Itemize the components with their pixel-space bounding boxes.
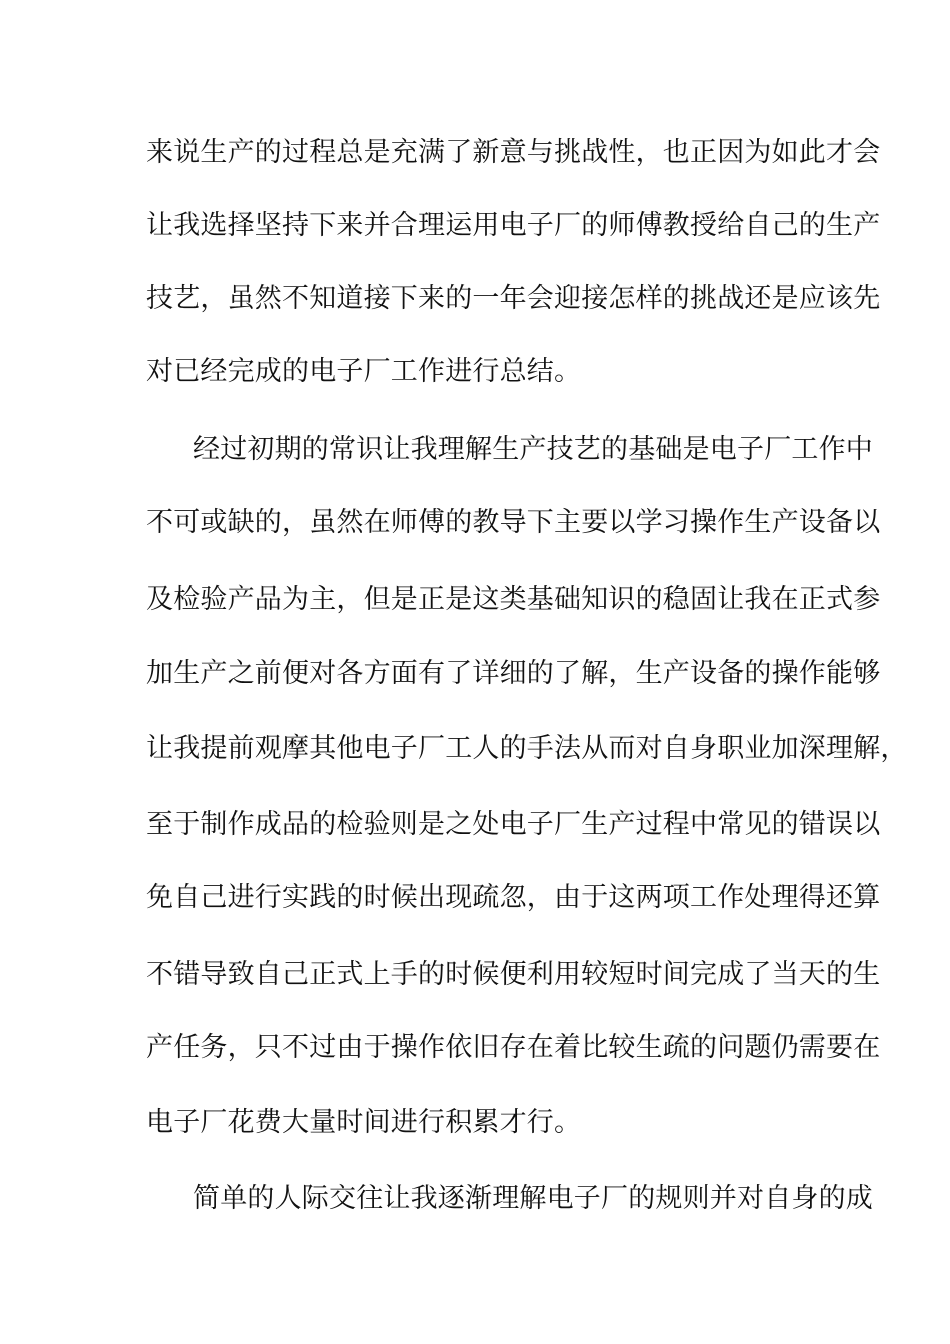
text-line: 及检验产品为主，但是正是这类基础知识的稳固让我在正式参	[146, 584, 881, 615]
paragraph-first-line: 经过初期的常识让我理解生产技艺的基础是电子厂工作中	[193, 434, 873, 465]
text-line: 不可或缺的，虽然在师傅的教导下主要以学习操作生产设备以	[146, 507, 881, 538]
text-line: 加生产之前便对各方面有了详细的了解，生产设备的操作能够	[146, 658, 881, 689]
text-line: 不错导致自己正式上手的时候便利用较短时间完成了当天的生	[146, 959, 881, 990]
text-line: 至于制作成品的检验则是之处电子厂生产过程中常见的错误以	[146, 809, 881, 840]
text-line: 让我提前观摩其他电子厂工人的手法从而对自身职业加深理解，	[146, 733, 908, 764]
text-line: 免自己进行实践的时候出现疏忽，由于这两项工作处理得还算	[146, 882, 881, 913]
paragraph-first-line: 简单的人际交往让我逐渐理解电子厂的规则并对自身的成	[193, 1183, 873, 1214]
text-line: 技艺，虽然不知道接下来的一年会迎接怎样的挑战还是应该先	[146, 283, 881, 314]
text-line: 来说生产的过程总是充满了新意与挑战性，也正因为如此才会	[146, 137, 881, 168]
text-line: 电子厂花费大量时间进行积累才行。	[146, 1107, 582, 1138]
text-line: 对已经完成的电子厂工作进行总结。	[146, 356, 582, 387]
text-line: 让我选择坚持下来并合理运用电子厂的师傅教授给自己的生产	[146, 210, 881, 241]
text-line: 产任务，只不过由于操作依旧存在着比较生疏的问题仍需要在	[146, 1032, 881, 1063]
